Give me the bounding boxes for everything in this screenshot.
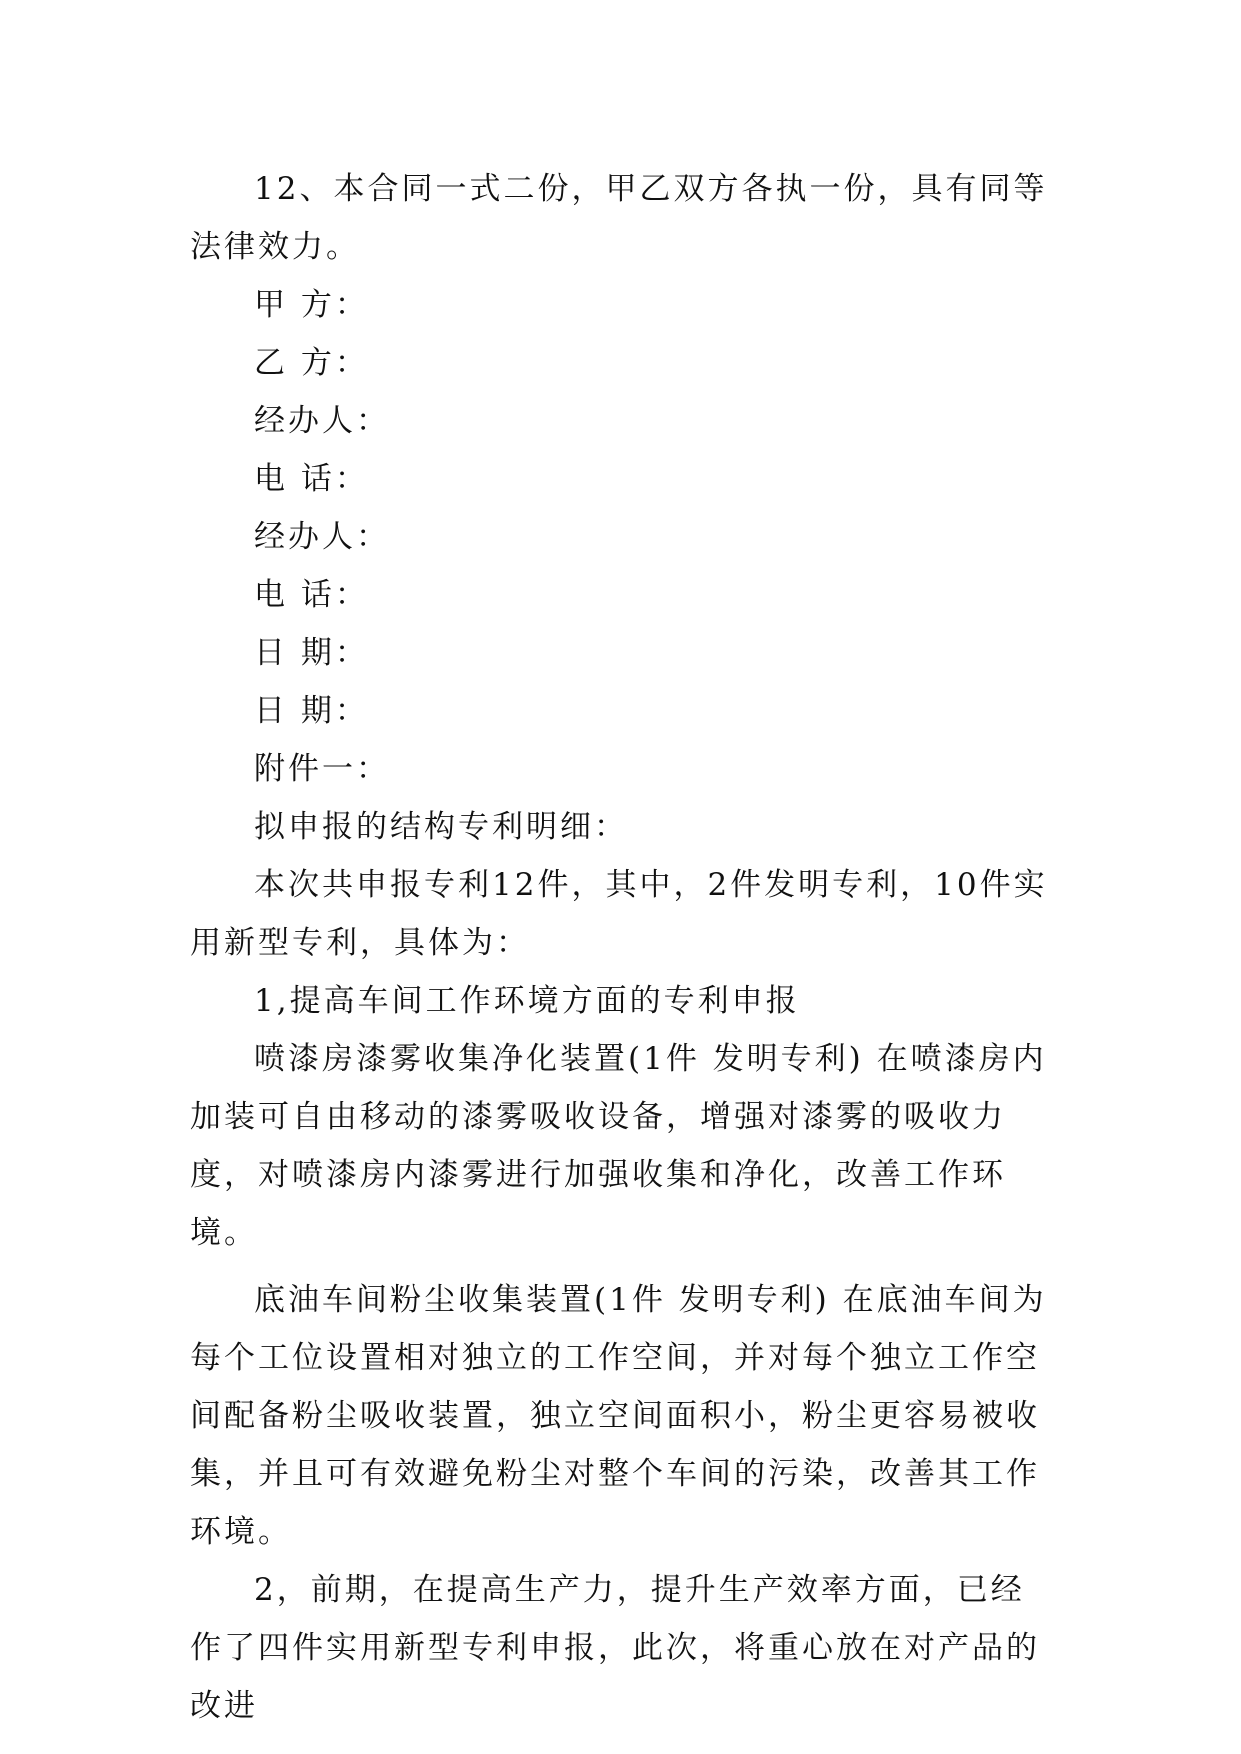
patent-list-heading: 拟申报的结构专利明细： [254,809,628,845]
section-2-paragraph: 2，前期，在提高生产力，提升生产效率方面，已经作了四件实用新型专利申报，此次，将重心放在对产品的改进 [190,1572,1040,1724]
date-label-b: 日 期： [254,693,369,729]
contract-clause-12: 12、本合同一式二份，甲乙双方各执一份，具有同等法律效力。 [190,171,1048,265]
party-a-label: 甲 方： [254,287,369,323]
phone-label-a: 电 话： [254,461,369,497]
dust-collection-patent: 底油车间粉尘收集装置(1件 发明专利) 在底油车间为每个工位设置相对独立的工作空间，并对每个独立工作空间配备粉尘吸收装置，独立空间面积小，粉尘更容易被收集，并且可有效避免粉尘对整个车间的污染，改善其工作环境。 [190,1282,1047,1550]
document-body [190,160,1050,1735]
phone-label-b: 电 话： [254,577,369,613]
section-1-heading: 1,提高车间工作环境方面的专利申报 [254,983,800,1019]
handler-label-b: 经办人： [254,519,390,555]
date-label-a: 日 期： [254,635,369,671]
spray-booth-patent: 喷漆房漆雾收集净化装置(1件 发明专利) 在喷漆房内加装可自由移动的漆雾吸收设备，增强对漆雾的吸收力度，对喷漆房内漆雾进行加强收集和净化，改善工作环境。 [190,1041,1047,1251]
party-b-label: 乙 方： [254,345,369,381]
patent-summary: 本次共申报专利12件，其中，2件发明专利，10件实用新型专利，具体为： [190,867,1048,961]
attachment-heading: 附件一： [254,751,390,787]
handler-label-a: 经办人： [254,403,390,439]
